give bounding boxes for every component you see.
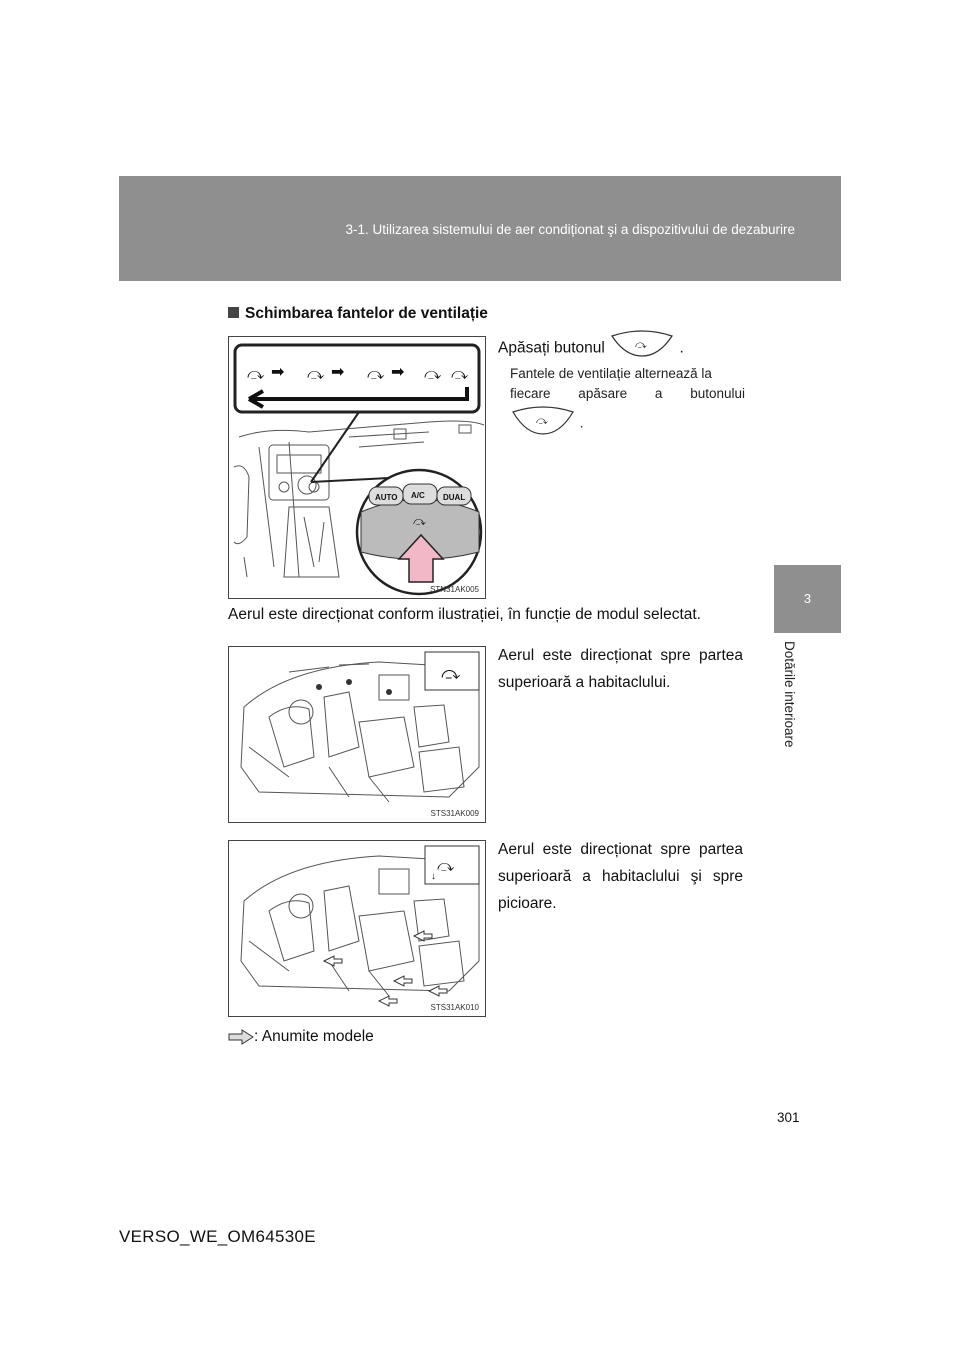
section-heading (228, 305, 488, 323)
mode-button-icon (609, 330, 675, 367)
svg-text:➡: ➡ (331, 362, 345, 381)
dashboard-figure (228, 336, 486, 599)
svg-text:➡: ➡ (271, 362, 285, 381)
mode-button-icon-small (510, 406, 576, 442)
document-code: VERSO_WE_OM64530E (119, 1227, 316, 1246)
cabin-upper-airflow-figure (228, 646, 486, 823)
svg-text:⤼: ⤼ (536, 415, 548, 427)
legend (228, 1028, 374, 1046)
svg-text:⤼: ⤼ (635, 339, 647, 351)
cabin-illustration-upper (229, 647, 485, 822)
chapter-header (119, 176, 841, 281)
chapter-number: 3 (803, 591, 812, 606)
svg-text:⤼: ⤼ (307, 364, 325, 383)
note-line-2: fiecare apăsare a butonului (510, 386, 745, 401)
chapter-title: 3-1. Utilizarea sistemului de aer condiționat şi a dispozitivului de dezaburire (345, 222, 795, 237)
note-line-1: Fantele de ventilație alternează la (510, 366, 712, 381)
press-prefix: Apăsați butonul (498, 339, 605, 357)
optional-models-arrow-icon (228, 1029, 254, 1045)
figure-code: STN31AK005 (430, 585, 479, 594)
chapter-side-label-box (774, 633, 814, 783)
press-suffix: . (679, 339, 684, 357)
svg-text:⤼: ⤼ (441, 663, 461, 683)
svg-text:➡: ➡ (391, 362, 405, 381)
dashboard-illustration (229, 337, 485, 598)
svg-text:⤼: ⤼ (424, 364, 442, 383)
chapter-side-label: Dotările interioare (782, 641, 797, 748)
mode-cycle-note (510, 364, 745, 442)
press-button-instruction (498, 330, 748, 367)
cabin-illustration-feet (229, 841, 485, 1016)
square-bullet-icon (228, 307, 239, 318)
airflow-caption: Aerul este direcționat conform ilustrației, în funcție de modul selectat. (228, 606, 701, 623)
mode1-description: Aerul este direcționat spre partea superioară a habitaclului. (498, 647, 743, 691)
note-suffix: . (579, 415, 584, 431)
auto-button-label: AUTO (375, 493, 398, 502)
chapter-tab-number (774, 565, 841, 633)
svg-text:⤼: ⤼ (247, 364, 265, 383)
legend-text: : Anumite modele (254, 1028, 374, 1045)
cabin-upper-and-feet-airflow-figure (228, 840, 486, 1017)
mode2-description: Aerul este direcționat spre partea superioară a habitaclului şi spre picioare. (498, 841, 743, 912)
svg-text:⤼: ⤼ (437, 858, 455, 875)
svg-text:⤼: ⤼ (413, 514, 426, 528)
svg-text:⤼: ⤼ (451, 364, 469, 383)
ac-button-label: A/C (411, 491, 425, 500)
svg-text:↓: ↓ (431, 871, 436, 882)
section-heading-text: Schimbarea fantelor de ventilație (245, 305, 488, 322)
page-number: 301 (777, 1110, 800, 1125)
figure-code: STS31AK009 (430, 809, 479, 818)
svg-text:⤼: ⤼ (367, 364, 385, 383)
dual-button-label: DUAL (443, 493, 466, 502)
figure-code: STS31AK010 (430, 1003, 479, 1012)
